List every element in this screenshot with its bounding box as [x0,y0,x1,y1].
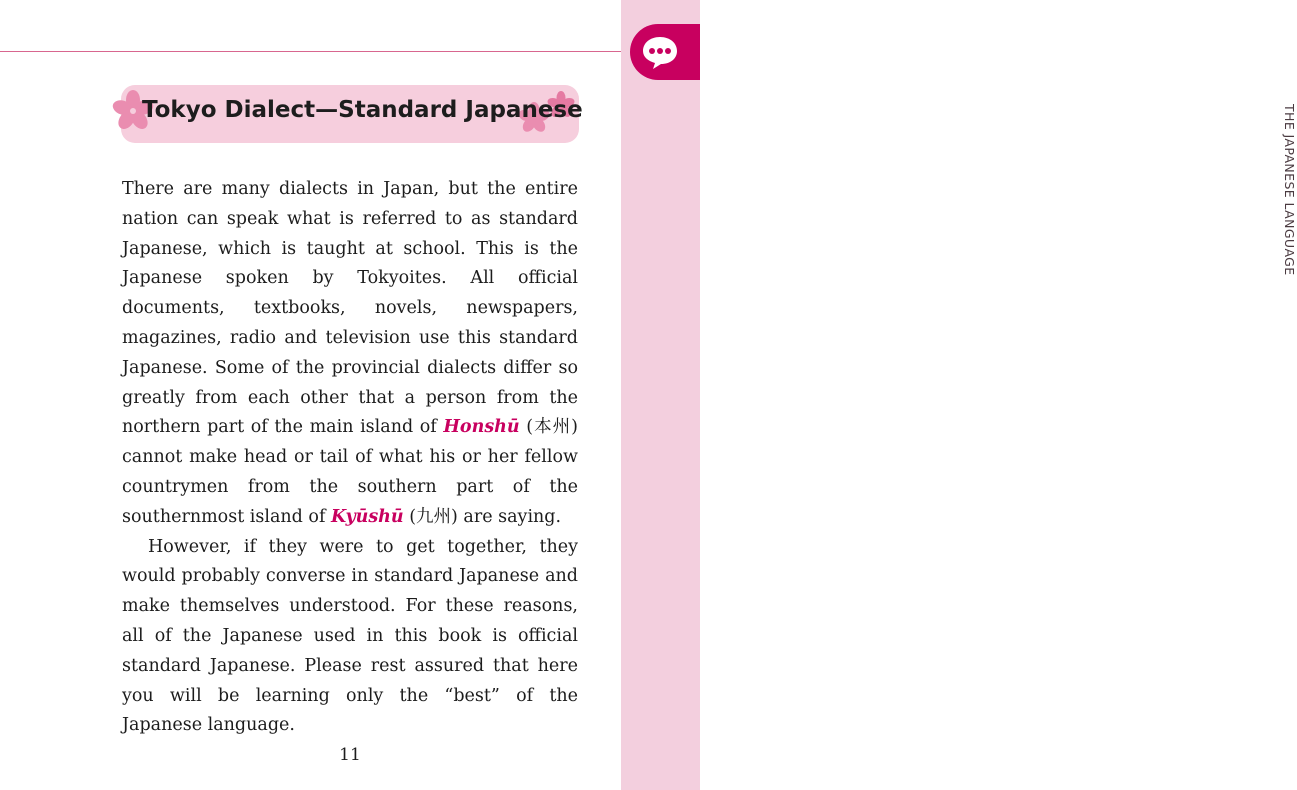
paragraph-text: (本州) cannot make head or tail of what his or her fellow countrymen from the southern part of the southernmost island of [122,417,579,527]
paragraph-text: There are many dialects in Japan, but the entire nation can speak what is referred to as standard Japanese, which is taught at school. This is the Japanese spoken by Tokyoites. All official documents, textbooks, novels, newspapers, magazines, radio and television use this standard Japanese. Some of the provincial dialects differ so greatly from each other that a person from the northern part of the main island of [122,179,578,438]
term-kyushu: Kyūshū [331,506,404,527]
term-honshu: Honshū [443,417,520,438]
body-text [122,175,578,741]
paragraph-text: (九州) are saying. [403,506,562,527]
chapter-badge [630,24,700,80]
header-rule [0,51,650,52]
section-title: Tokyo Dialect—Standard Japanese [142,97,583,123]
paragraph: However, if they were to get together, they would probably converse in standard Japanese and make themselves understood. For these reasons, all of the Japanese used in this book is official standard Japanese. Please rest assured that here you will be learning only the “best” of the Japanese language. [122,536,578,736]
chapter-label: THE JAPANESE LANGUAGE [1282,104,1297,276]
page-number: 11 [339,745,361,765]
chapter-side-tab [621,0,1297,790]
section-title-box [121,85,583,143]
paragraph [122,175,578,533]
